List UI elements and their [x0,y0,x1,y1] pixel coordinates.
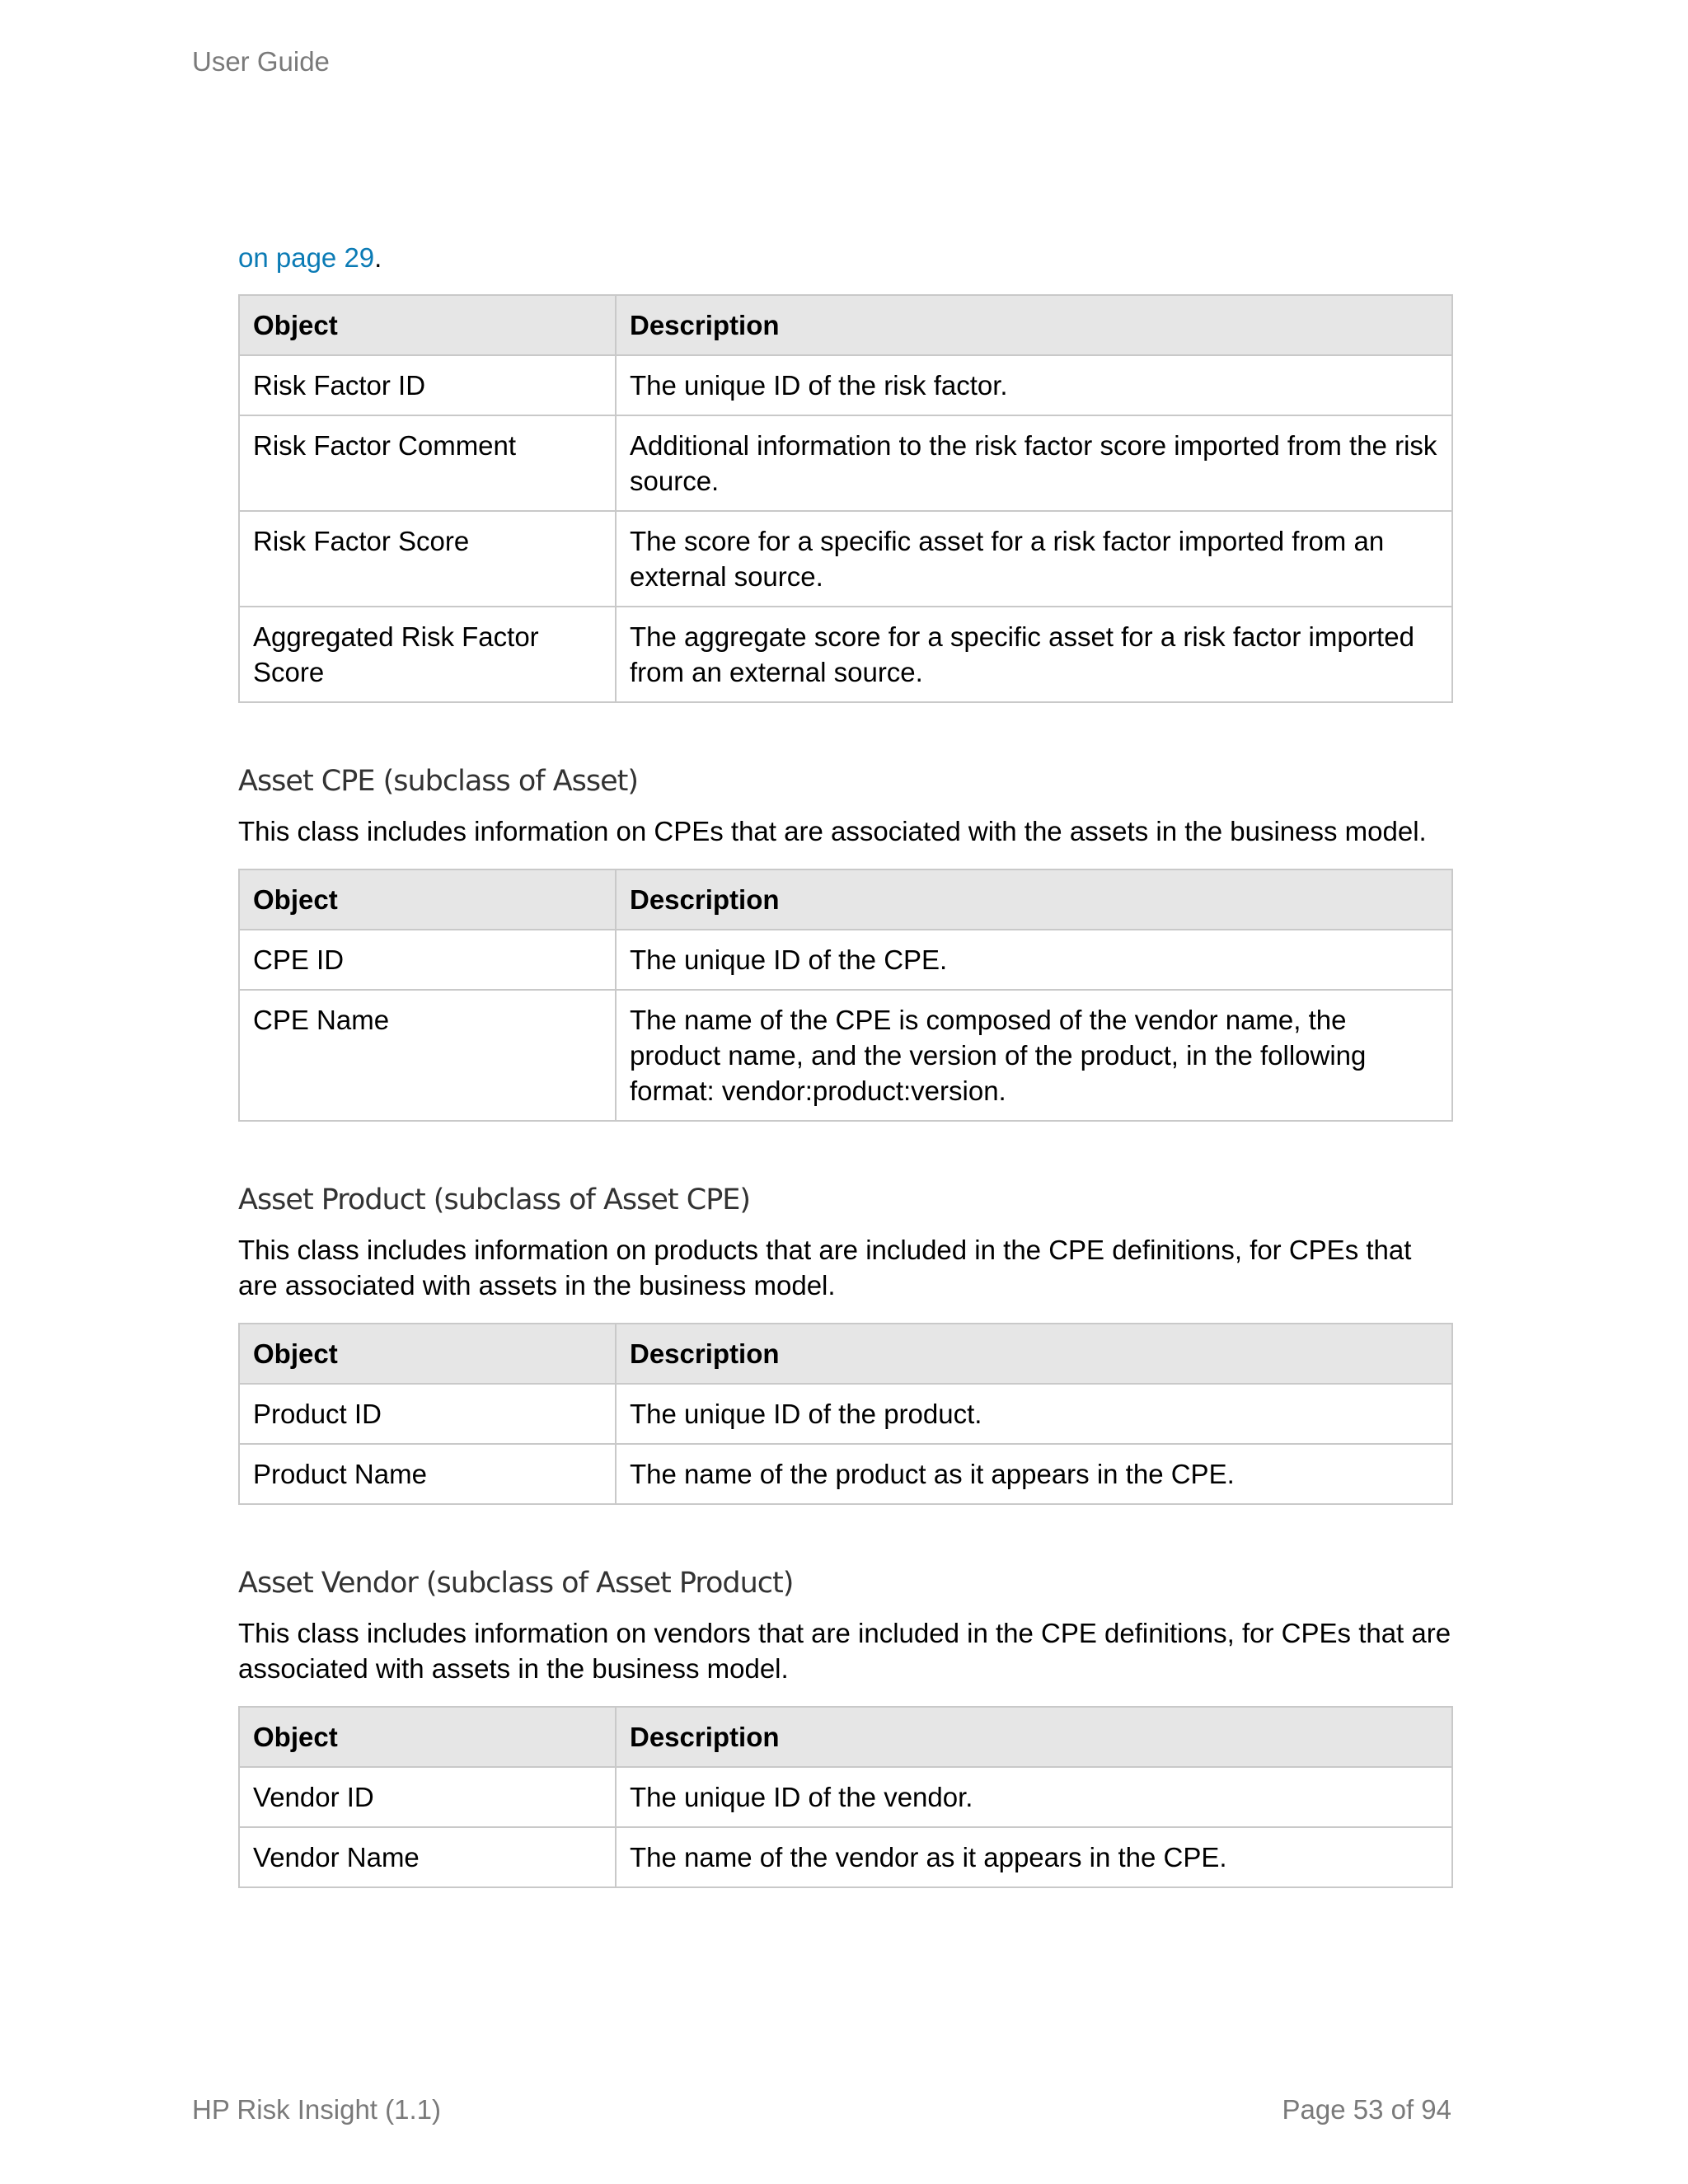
description-cell: The unique ID of the risk factor. [616,355,1452,415]
object-cell: Product ID [239,1384,616,1444]
description-cell: The name of the CPE is composed of the vendor name, the product name, and the version of the product, in the following format: vendor:product:version. [616,990,1452,1121]
section-intro-asset-cpe: This class includes information on CPEs that are associated with the assets in the business model. [238,816,1427,846]
section-title-asset-cpe: Asset CPE (subclass of Asset) [238,765,639,798]
page-reference-link[interactable]: on page 29 [238,242,375,273]
description-cell: Additional information to the risk factor score imported from the risk source. [616,415,1452,511]
object-cell: Vendor Name [239,1827,616,1887]
table-row [239,1384,1452,1444]
section-title-asset-product: Asset Product (subclass of Asset CPE) [238,1183,751,1216]
description-cell: The unique ID of the vendor. [616,1767,1452,1827]
column-header-description: Description [616,869,1452,930]
column-header-object: Object [239,869,616,930]
description-cell: The score for a specific asset for a risk factor imported from an external source. [616,511,1452,607]
table-header-row [239,869,1452,930]
continuation-punct: . [374,242,382,273]
table-header-row [239,295,1452,355]
footer-page-number: Page 53 of 94 [1282,2094,1451,2125]
object-cell: Product Name [239,1444,616,1504]
object-cell: Risk Factor Comment [239,415,616,511]
column-header-description: Description [616,295,1452,355]
risk-factor-table [238,294,1453,703]
column-header-description: Description [616,1324,1452,1384]
section-intro-asset-product: This class includes information on products that are included in the CPE definitions, for CPEs that are associated with assets in the business model. [238,1235,1412,1301]
table-row [239,990,1452,1121]
object-cell: Aggregated Risk Factor Score [239,607,616,702]
object-cell: Risk Factor ID [239,355,616,415]
table-row [239,415,1452,511]
asset-vendor-table [238,1706,1453,1888]
asset-cpe-table [238,869,1453,1122]
description-cell: The unique ID of the product. [616,1384,1452,1444]
object-cell: Risk Factor Score [239,511,616,607]
column-header-object: Object [239,1707,616,1767]
table-header-row [239,1324,1452,1384]
object-cell: Vendor ID [239,1767,616,1827]
column-header-object: Object [239,1324,616,1384]
table-row [239,1767,1452,1827]
description-cell: The unique ID of the CPE. [616,930,1452,990]
object-cell: CPE ID [239,930,616,990]
footer-product: HP Risk Insight (1.1) [192,2094,441,2125]
object-cell: CPE Name [239,990,616,1121]
section-title-asset-vendor: Asset Vendor (subclass of Asset Product) [238,1567,794,1600]
section-intro-asset-vendor: This class includes information on vendors that are included in the CPE definitions, for CPEs that are associated with assets in the business model. [238,1618,1451,1684]
table-row [239,1444,1452,1504]
asset-product-table [238,1323,1453,1505]
description-cell: The name of the product as it appears in the CPE. [616,1444,1452,1504]
table-row [239,930,1452,990]
description-cell: The aggregate score for a specific asset for a risk factor imported from an external source. [616,607,1452,702]
table-row [239,355,1452,415]
description-cell: The name of the vendor as it appears in the CPE. [616,1827,1452,1887]
column-header-description: Description [616,1707,1452,1767]
page-content [238,239,1451,1946]
table-row [239,1827,1452,1887]
table-header-row [239,1707,1452,1767]
column-header-object: Object [239,295,616,355]
table-row [239,607,1452,702]
running-header: User Guide [192,46,330,77]
continuation-line [238,239,1451,276]
table-row [239,511,1452,607]
